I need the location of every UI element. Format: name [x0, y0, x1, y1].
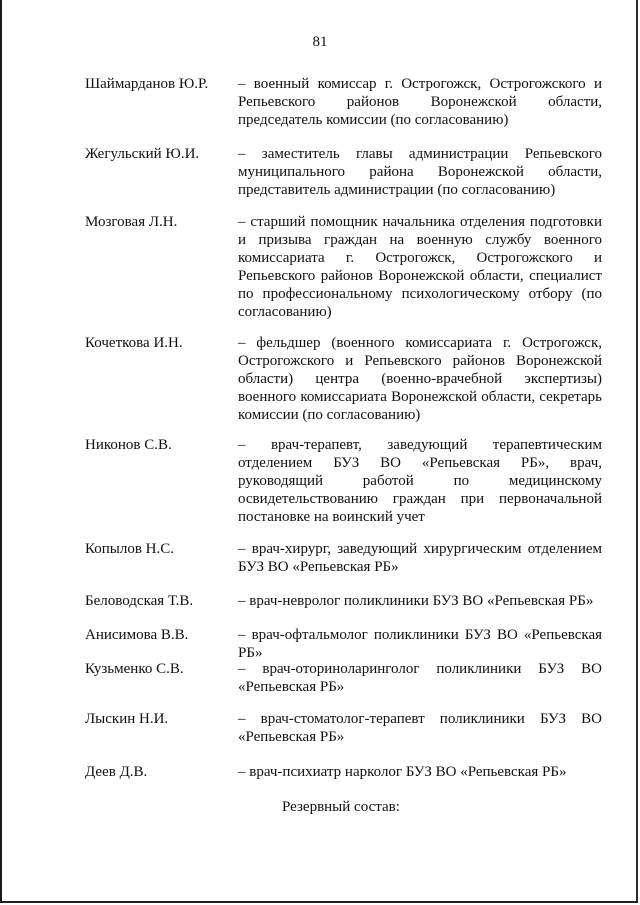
- member-role: – фельдшер (военного комиссариата г. Острогожск, Острогожского и Репьевского районов Воронежской области) центра (военно-врачебной экспертизы) военного комиссариата Воронежской области, секретарь комиссии (по согласованию): [238, 335, 602, 423]
- member-name: Копылов Н.С.: [85, 541, 175, 557]
- member-name: Никонов С.В.: [85, 437, 172, 453]
- member-name: Кочеткова И.Н.: [85, 335, 183, 351]
- member-role: – старший помощник начальника отделения подготовки и призыва граждан на военную службу военного комиссариата г. Острогожск, Острогожского и Репьевского районов Воронежской области, специалист по профессиональному психологическому отбору (по согласованию): [238, 214, 602, 320]
- member-name: Анисимова В.В.: [85, 627, 189, 643]
- member-name: Беловодская Т.В.: [85, 593, 194, 609]
- member-name: Кузьменко С.В.: [85, 661, 184, 677]
- page-number: 81: [312, 34, 328, 50]
- member-name: Жегульский Ю.И.: [85, 146, 200, 162]
- member-role: – врач-стоматолог-терапевт поликлиники БУЗ ВО «Репьевская РБ»: [238, 711, 602, 745]
- member-role: – врач-психиатр нарколог БУЗ ВО «Репьевская РБ»: [238, 764, 567, 780]
- member-role: – заместитель главы администрации Репьевского муниципального района Воронежской области, представитель администрации (по согласованию): [238, 146, 602, 198]
- member-role: – врач-оториноларинголог поликлиники БУЗ ВО «Репьевская РБ»: [238, 661, 602, 695]
- member-name: Лыскин Н.И.: [85, 711, 169, 727]
- member-role: – военный комиссар г. Острогожск, Острогожского и Репьевского районов Воронежской области, председатель комиссии (по согласованию): [238, 76, 602, 128]
- reserve-heading: Резервный состав:: [282, 799, 400, 815]
- member-role: – врач-офтальмолог поликлиники БУЗ ВО «Репьевская РБ»: [238, 627, 602, 661]
- member-role: – врач-терапевт, заведующий терапевтическим отделением БУЗ ВО «Репьевская РБ», врач, руководящий работой по медицинскому освидетельствованию граждан при первоначальной постановке на воинский учет: [238, 437, 602, 525]
- member-role: – врач-хирург, заведующий хирургическим отделением БУЗ ВО «Репьевская РБ»: [238, 541, 602, 575]
- member-name: Мозговая Л.Н.: [85, 214, 178, 230]
- member-role: – врач-невролог поликлиники БУЗ ВО «Репьевская РБ»: [238, 593, 594, 609]
- member-name: Шаймарданов Ю.Р.: [85, 76, 209, 92]
- member-name: Деев Д.В.: [85, 764, 148, 780]
